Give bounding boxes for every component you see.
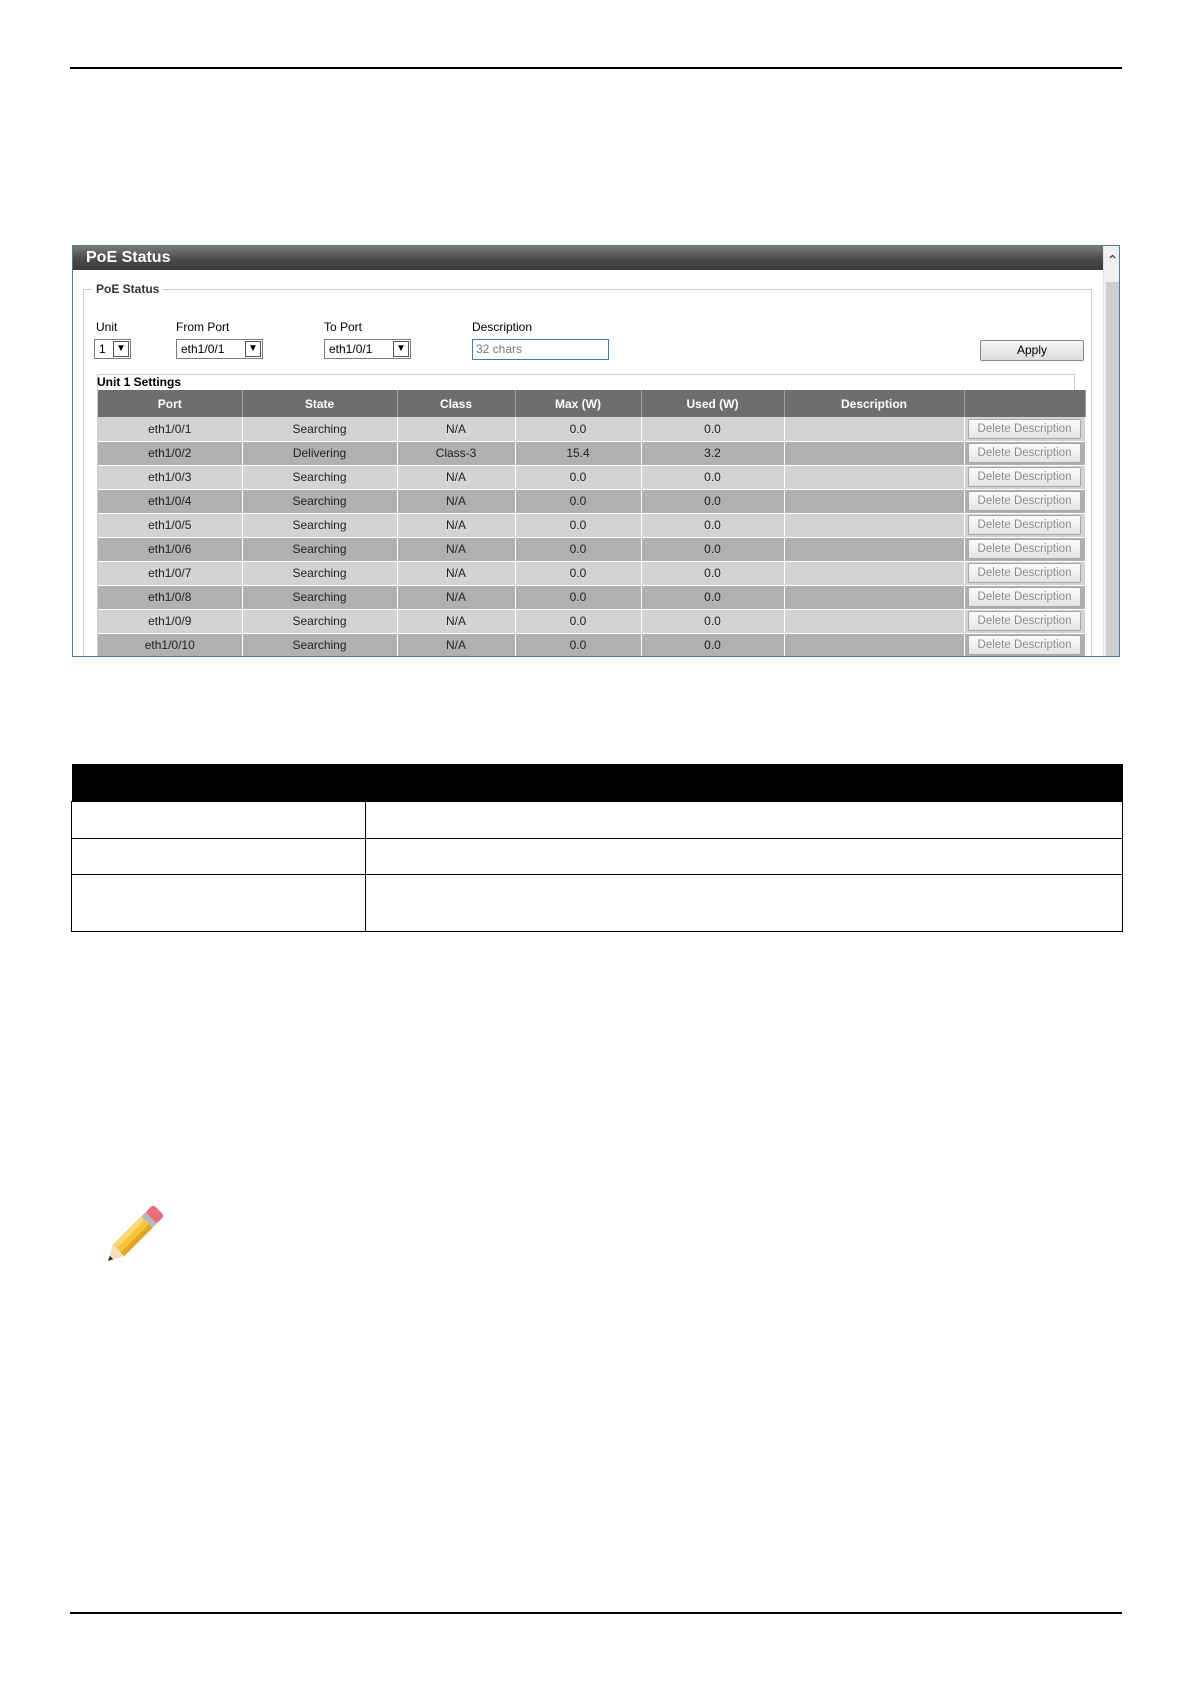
description-label: Description xyxy=(472,320,533,334)
delete-description-button[interactable]: Delete Description xyxy=(968,419,1081,439)
cell-max: 0.0 xyxy=(515,609,641,633)
cell-port: eth1/0/10 xyxy=(98,633,242,657)
description-input[interactable]: 32 chars xyxy=(472,339,609,360)
footer-rule xyxy=(70,1612,1122,1614)
column-header: Description xyxy=(784,390,964,417)
delete-description-button[interactable]: Delete Description xyxy=(968,611,1081,631)
table-row xyxy=(98,465,1085,489)
cell-description xyxy=(784,465,964,489)
cell-description xyxy=(784,417,964,441)
cell-description xyxy=(784,561,964,585)
cell-action xyxy=(964,441,1085,465)
cell-action xyxy=(964,633,1085,657)
doc-column-header xyxy=(72,764,366,801)
cell-state: Searching xyxy=(242,585,397,609)
cell-port: eth1/0/9 xyxy=(98,609,242,633)
cell-used: 0.0 xyxy=(641,513,784,537)
cell-port: eth1/0/6 xyxy=(98,537,242,561)
cell-description xyxy=(784,633,964,657)
cell-port: eth1/0/7 xyxy=(98,561,242,585)
cell-action xyxy=(964,609,1085,633)
scroll-thumb[interactable] xyxy=(1106,282,1119,657)
column-header xyxy=(964,390,1085,417)
table-row xyxy=(98,417,1085,441)
table-row xyxy=(98,441,1085,465)
to-port-select[interactable] xyxy=(324,339,411,359)
cell-description xyxy=(784,585,964,609)
cell-class: N/A xyxy=(397,537,515,561)
cell-port: eth1/0/3 xyxy=(98,465,242,489)
cell-used: 3.2 xyxy=(641,441,784,465)
table-row xyxy=(98,585,1085,609)
cell-action xyxy=(964,417,1085,441)
cell-action xyxy=(964,465,1085,489)
cell-description xyxy=(784,609,964,633)
doc-cell xyxy=(72,874,366,931)
table-row xyxy=(98,489,1085,513)
delete-description-button[interactable]: Delete Description xyxy=(968,635,1081,655)
cell-max: 0.0 xyxy=(515,489,641,513)
doc-row xyxy=(72,801,1123,838)
table-row xyxy=(98,609,1085,633)
chevron-down-icon: ▼ xyxy=(113,341,129,357)
delete-description-button[interactable]: Delete Description xyxy=(968,539,1081,559)
doc-row xyxy=(72,874,1123,931)
cell-max: 0.0 xyxy=(515,513,641,537)
cell-port: eth1/0/8 xyxy=(98,585,242,609)
table-header-row xyxy=(98,390,1085,417)
cell-class: Class-3 xyxy=(397,441,515,465)
cell-description xyxy=(784,513,964,537)
settings-title: Unit 1 Settings xyxy=(97,375,182,389)
chevron-down-icon: ▼ xyxy=(393,341,409,357)
column-header: Used (W) xyxy=(641,390,784,417)
cell-state: Searching xyxy=(242,633,397,657)
cell-max: 0.0 xyxy=(515,465,641,489)
table-row xyxy=(98,561,1085,585)
cell-class: N/A xyxy=(397,561,515,585)
doc-header-row xyxy=(72,764,1123,801)
table-row xyxy=(98,537,1085,561)
cell-class: N/A xyxy=(397,513,515,537)
cell-class: N/A xyxy=(397,585,515,609)
cell-state: Searching xyxy=(242,537,397,561)
parameter-table xyxy=(71,764,1123,932)
cell-class: N/A xyxy=(397,465,515,489)
column-header: Port xyxy=(98,390,242,417)
from-port-select[interactable] xyxy=(176,339,263,359)
pencil-note-icon xyxy=(92,1197,172,1277)
cell-state: Searching xyxy=(242,513,397,537)
to-port-label: To Port xyxy=(324,320,363,334)
from-port-label: From Port xyxy=(176,320,230,334)
chevron-up-icon[interactable]: ⌃ xyxy=(1106,252,1119,268)
apply-button[interactable]: Apply xyxy=(980,340,1084,361)
table-row xyxy=(98,513,1085,537)
delete-description-button[interactable]: Delete Description xyxy=(968,587,1081,607)
poe-status-panel xyxy=(72,245,1120,657)
cell-class: N/A xyxy=(397,489,515,513)
cell-port: eth1/0/5 xyxy=(98,513,242,537)
doc-cell xyxy=(72,801,366,838)
cell-max: 0.0 xyxy=(515,561,641,585)
doc-row xyxy=(72,838,1123,874)
doc-cell xyxy=(366,838,1123,874)
doc-cell xyxy=(72,838,366,874)
cell-action xyxy=(964,585,1085,609)
column-header: Class xyxy=(397,390,515,417)
cell-action xyxy=(964,489,1085,513)
cell-max: 0.0 xyxy=(515,537,641,561)
cell-class: N/A xyxy=(397,633,515,657)
chevron-down-icon: ▼ xyxy=(245,341,261,357)
to-port-select-value: eth1/0/1 xyxy=(329,342,373,356)
cell-state: Searching xyxy=(242,417,397,441)
cell-action xyxy=(964,537,1085,561)
cell-max: 15.4 xyxy=(515,441,641,465)
delete-description-button[interactable]: Delete Description xyxy=(968,515,1081,535)
unit-label: Unit xyxy=(96,320,118,334)
doc-cell xyxy=(366,874,1123,931)
column-header: State xyxy=(242,390,397,417)
unit-select[interactable] xyxy=(94,339,131,359)
cell-state: Searching xyxy=(242,489,397,513)
delete-description-button[interactable]: Delete Description xyxy=(968,443,1081,463)
group-legend: PoE Status xyxy=(96,282,160,296)
cell-used: 0.0 xyxy=(641,585,784,609)
cell-state: Searching xyxy=(242,561,397,585)
cell-port: eth1/0/4 xyxy=(98,489,242,513)
cell-state: Searching xyxy=(242,609,397,633)
column-header: Max (W) xyxy=(515,390,641,417)
cell-used: 0.0 xyxy=(641,417,784,441)
delete-description-button[interactable]: Delete Description xyxy=(968,491,1081,511)
delete-description-button[interactable]: Delete Description xyxy=(968,467,1081,487)
cell-description xyxy=(784,441,964,465)
cell-class: N/A xyxy=(397,609,515,633)
panel-title: PoE Status xyxy=(73,246,1103,270)
cell-description xyxy=(784,489,964,513)
cell-used: 0.0 xyxy=(641,561,784,585)
poe-status-table xyxy=(98,390,1086,657)
cell-action xyxy=(964,561,1085,585)
cell-max: 0.0 xyxy=(515,585,641,609)
cell-used: 0.0 xyxy=(641,465,784,489)
header-rule xyxy=(70,67,1122,69)
cell-max: 0.0 xyxy=(515,633,641,657)
cell-class: N/A xyxy=(397,417,515,441)
cell-port: eth1/0/1 xyxy=(98,417,242,441)
cell-port: eth1/0/2 xyxy=(98,441,242,465)
from-port-select-value: eth1/0/1 xyxy=(181,342,225,356)
cell-used: 0.0 xyxy=(641,609,784,633)
cell-state: Delivering xyxy=(242,441,397,465)
cell-action xyxy=(964,513,1085,537)
cell-used: 0.0 xyxy=(641,537,784,561)
cell-used: 0.0 xyxy=(641,633,784,657)
doc-column-header xyxy=(366,764,1123,801)
table-row xyxy=(98,633,1085,657)
unit-select-value: 1 xyxy=(99,342,106,356)
cell-max: 0.0 xyxy=(515,417,641,441)
cell-description xyxy=(784,537,964,561)
cell-used: 0.0 xyxy=(641,489,784,513)
doc-cell xyxy=(366,801,1123,838)
cell-state: Searching xyxy=(242,465,397,489)
delete-description-button[interactable]: Delete Description xyxy=(968,563,1081,583)
vertical-scrollbar[interactable] xyxy=(1103,246,1120,657)
